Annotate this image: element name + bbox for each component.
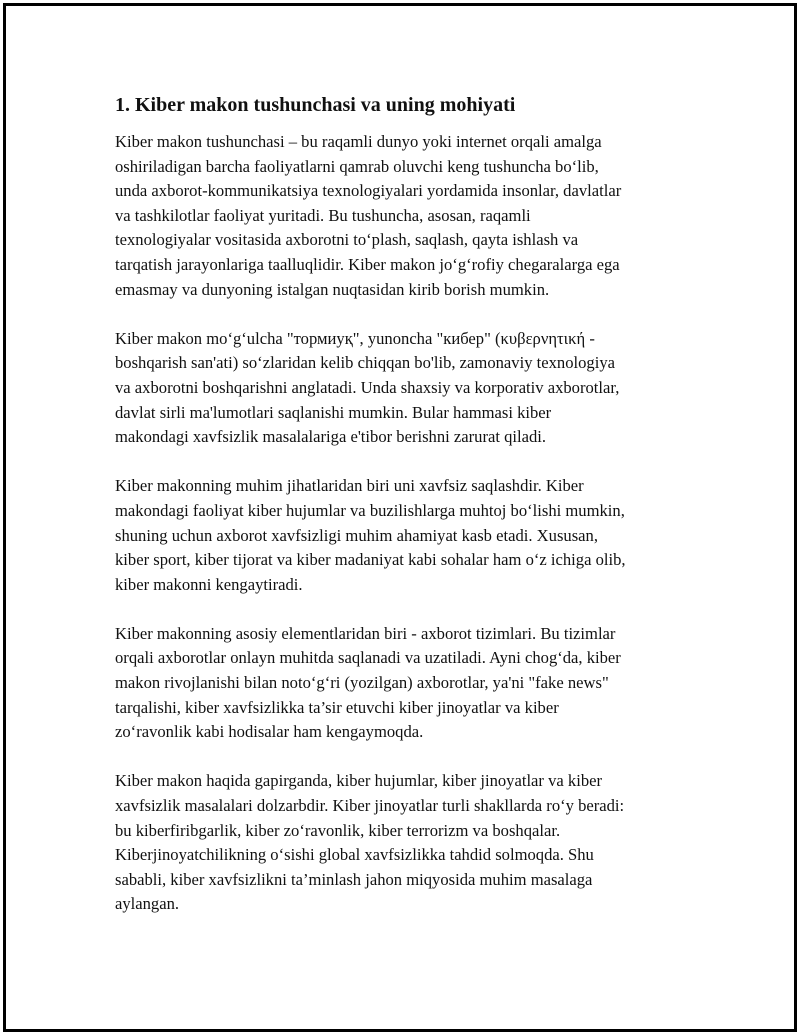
paragraph-line: va tashkilotlar faoliyat yuritadi. Bu tushuncha, asosan, raqamli (115, 205, 531, 225)
paragraph-line: unda axborot-kommunikatsiya texnologiyalari yordamida insonlar, davlatlar (115, 181, 622, 201)
paragraph-line: texnologiyalar vositasida axborotni to‘plash, saqlash, qayta ishlash va (115, 230, 579, 250)
paragraph-2 (115, 327, 695, 450)
document-body (115, 92, 695, 942)
paragraph-line: tarqalishi, kiber xavfsizlikka ta’sir etuvchi kiber jinoyatlar va kiber (115, 697, 559, 717)
paragraph-3 (115, 474, 695, 597)
paragraph-line: sababli, kiber xavfsizlikni ta’minlash jahon miqyosida muhim masalaga (115, 869, 593, 889)
paragraph-line: Kiberjinoyatchilikning o‘sishi global xavfsizlikka tahdid solmoqda. Shu (115, 845, 594, 865)
paragraph-line: bu kiberfiribgarlik, kiber zo‘ravonlik, kiber terrorizm va boshqalar. (115, 820, 561, 840)
paragraph-line: makon rivojlanishi bilan noto‘g‘ri (yozilgan) axborotlar, ya'ni "fake news" (115, 673, 609, 693)
paragraph-line: Kiber makonning muhim jihatlaridan biri uni xavfsiz saqlashdir. Kiber (115, 476, 584, 496)
paragraph-line: aylangan. (115, 894, 180, 914)
paragraph-line: oshiriladigan barcha faoliyatlarni qamrab oluvchi keng tushuncha bo‘lib, (115, 156, 599, 176)
paragraph-1 (115, 130, 695, 302)
paragraph-line: emasmay va dunyoning istalgan nuqtasidan kirib borish mumkin. (115, 279, 550, 299)
paragraph-line: kiber sport, kiber tijorat va kiber madaniyat kabi sohalar ham o‘z ichiga olib, (115, 550, 626, 570)
paragraph-line: Kiber makon mo‘g‘ulcha "тормиуқ", yunoncha "кибер" (κυβερνητική - (115, 328, 595, 348)
paragraph-line: makondagi xavfsizlik masalalariga e'tibor berishni zarurat qiladi. (115, 427, 547, 447)
paragraph-line: davlat sirli ma'lumotlari saqlanishi mumkin. Bular hammasi kiber (115, 402, 552, 422)
paragraph-line: xavfsizlik masalalari dolzarbdir. Kiber jinoyatlar turli shakllarda ro‘y beradi: (115, 796, 625, 816)
paragraph-line: zo‘ravonlik kabi hodisalar ham kengaymoqda. (115, 722, 424, 742)
paragraph-line: Kiber makon tushunchasi – bu raqamli dunyo yoki internet orqali amalga (115, 132, 602, 151)
paragraph-line: Kiber makon haqida gapirganda, kiber hujumlar, kiber jinoyatlar va kiber (115, 771, 603, 791)
paragraph-line: va axborotni boshqarishni anglatadi. Unda shaxsiy va korporativ axborotlar, (115, 377, 620, 397)
paragraph-line: orqali axborotlar onlayn muhitda saqlanadi va uzatiladi. Ayni chog‘da, kiber (115, 648, 621, 668)
section-heading: 1. Kiber makon tushunchasi va uning mohiyati (115, 94, 516, 116)
paragraph-line: kiber makonni kengaytiradi. (115, 574, 303, 594)
paragraph-line: makondagi faoliyat kiber hujumlar va buzilishlarga muhtoj bo‘lishi mumkin, (115, 500, 625, 520)
paragraph-line: boshqarish san'ati) so‘zlaridan kelib chiqqan bo'lib, zamonaviy texnologiya (115, 353, 615, 373)
paragraph-4 (115, 622, 695, 745)
paragraph-line: tarqatish jarayonlariga taalluqlidir. Kiber makon jo‘g‘rofiy chegaralarga ega (115, 254, 620, 274)
paragraph-line: Kiber makonning asosiy elementlaridan biri - axborot tizimlari. Bu tizimlar (115, 623, 616, 643)
paragraph-line: shuning uchun axborot xavfsizligi muhim ahamiyat kasb etadi. Xususan, (115, 525, 598, 545)
paragraph-5 (115, 769, 695, 917)
